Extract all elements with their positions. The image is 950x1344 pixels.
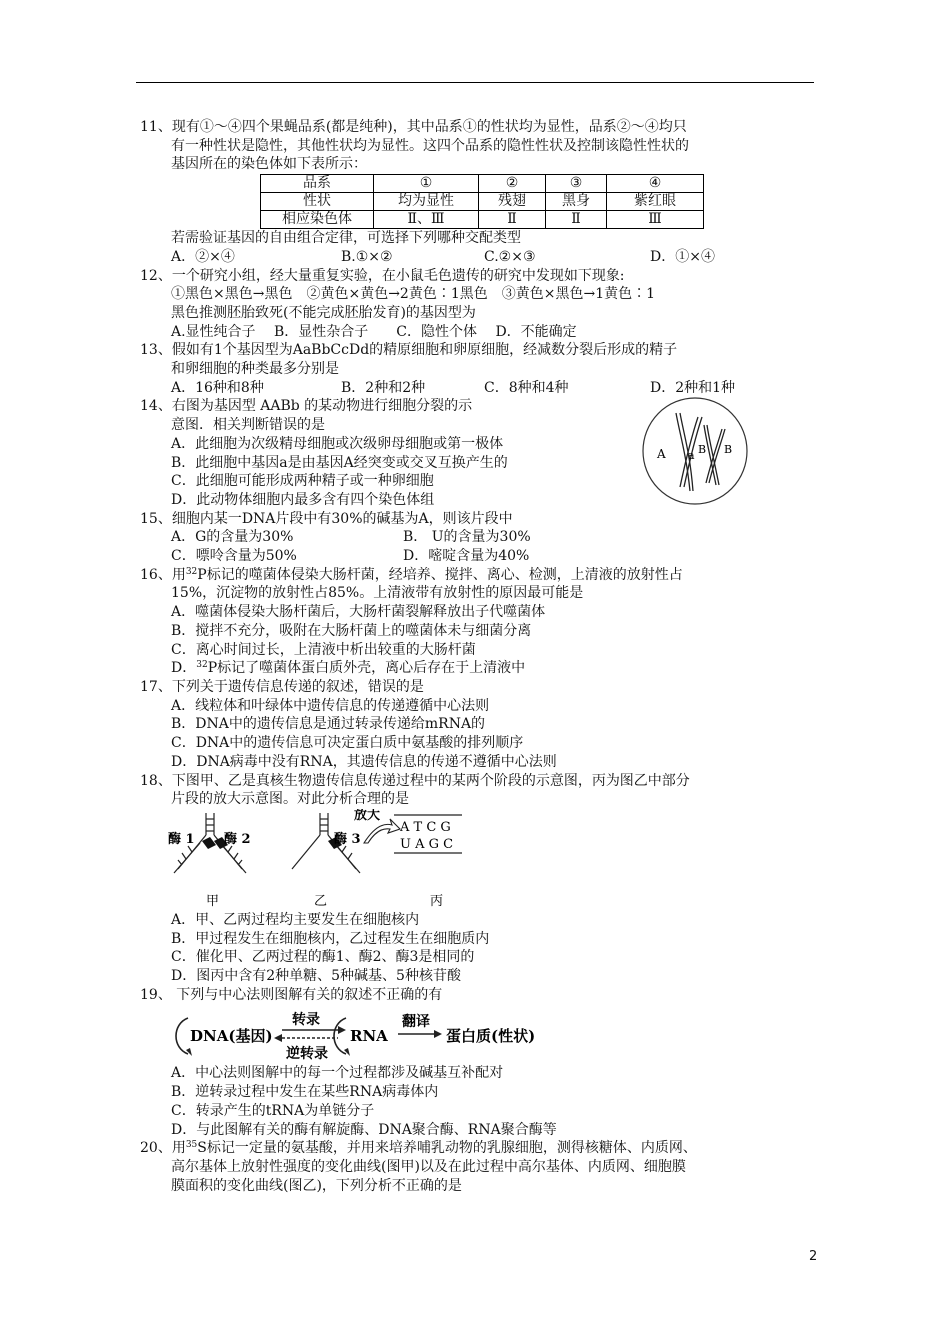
q18-option-a: A．甲、乙两过程均主要发生在细胞核内 (171, 911, 420, 928)
table-cell: 品系 (261, 175, 374, 193)
table-cell: 相应染色体 (261, 211, 374, 229)
q14-line1: 14、右图为基因型 AABb 的某动物进行细胞分裂的示 (140, 398, 473, 415)
q13-line2: 和卵细胞的种类最多分别是 (171, 361, 339, 378)
question-16 (140, 566, 820, 678)
q12-options: A.显性纯合子 B．显性杂合子 C．隐性个体 D．不能确定 (171, 323, 577, 340)
table-cell: Ⅱ (479, 211, 546, 229)
gene-label-A: A (657, 447, 666, 462)
strain-table (260, 174, 704, 229)
table-cell: ④ (607, 175, 704, 193)
table-cell: 均为显性 (374, 193, 479, 211)
question-content (140, 118, 820, 1195)
translation-label: 翻译 (402, 1014, 430, 1031)
q18-option-b: B．甲过程发生在细胞核内，乙过程发生在细胞质内 (171, 930, 490, 947)
q14-line2: 意图．相关判断错误的是 (171, 417, 325, 434)
q17-option-a: A．线粒体和叶绿体中遗传信息的传递遵循中心法则 (171, 697, 490, 714)
rna-bases: U A G C (400, 836, 454, 852)
option-a: A．②×④ (171, 248, 235, 265)
table-row (261, 175, 704, 193)
question-11 (140, 118, 820, 267)
q11-options (140, 248, 820, 267)
replication-transcription-diagram (168, 809, 498, 911)
q16-option-d (140, 659, 820, 678)
q19-option-c: C．转录产生的tRNA为单链分子 (171, 1102, 375, 1119)
table-cell: ③ (546, 175, 607, 193)
q18-line2: 片段的放大示意图。对此分析合理的是 (171, 791, 409, 808)
q17-option-b: B．DNA中的遗传信息是通过转录传递给mRNA的 (171, 716, 486, 733)
gene-label-B2: B (724, 443, 733, 457)
option-a: A．16种和8种 (171, 379, 264, 396)
label-yi: 乙 (314, 893, 328, 909)
question-19 (140, 986, 820, 1140)
rna-label: RNA (350, 1027, 388, 1046)
option-b: B.①×② (341, 248, 393, 265)
table-row (261, 193, 704, 211)
option-d-prefix: D． (171, 660, 197, 677)
question-13 (140, 341, 820, 397)
table-cell: Ⅱ (546, 211, 607, 229)
question-15 (140, 510, 820, 566)
q20-line1 (140, 1139, 820, 1158)
cell-division-diagram (640, 395, 750, 507)
q18-option-d: D．图丙中含有2种单糖、5种碱基、5种核苷酸 (171, 968, 461, 985)
q11-line4: 若需验证基因的自由组合定律，可选择下列哪种交配类型 (171, 230, 521, 247)
q12-line2: ①黑色×黑色→黑色 ②黄色×黄色→2黄色∶1黑色 ③黄色×黑色→1黄色∶1 (171, 286, 656, 303)
transcription-label: 转录 (292, 1012, 320, 1029)
option-d-text: P标记了噬菌体蛋白质外壳，离心后存在于上清液中 (207, 660, 526, 677)
q16-option-b: B．搅拌不充分，吸附在大肠杆菌上的噬菌体未与细菌分离 (171, 622, 532, 639)
q19-line1: 19、 下列与中心法则图解有关的叙述不正确的有 (140, 986, 443, 1003)
option-c: C．8种和4种 (484, 379, 569, 396)
question-18 (140, 772, 820, 986)
q16-stem: P标记的噬菌体侵染大肠杆菌，经培养、搅拌、离心、检测，上清液的放射性占 (197, 566, 683, 583)
q17-line1: 17、下列关于遗传信息传递的叙述，错误的是 (140, 678, 424, 695)
q14-option-a: A．此细胞为次级精母细胞或次级卵母细胞或第一极体 (171, 435, 504, 452)
table-cell: ① (374, 175, 479, 193)
dna-label: DNA(基因) (190, 1027, 273, 1046)
isotope-number: 32 (196, 660, 208, 671)
option-d: D．①×④ (650, 248, 715, 265)
q14-option-b: B．此细胞中基因a是由基因A经突变或交叉互换产生的 (171, 454, 508, 471)
page-number: 2 (809, 1249, 818, 1264)
question-14 (140, 397, 820, 509)
question-20 (140, 1139, 820, 1195)
enzyme-2-label: 酶 2 (224, 831, 251, 847)
table-row (261, 211, 704, 229)
q20-prefix: 20、用 (140, 1140, 186, 1157)
option-d: D．嘧啶含量为40% (403, 548, 530, 565)
label-bing: 丙 (430, 893, 444, 909)
q20-stem: S标记一定量的氨基酸，并用来培养哺乳动物的乳腺细胞，测得核糖体、内质网、 (197, 1140, 697, 1157)
table-cell: Ⅱ、Ⅲ (374, 211, 479, 229)
q15-line1: 15、细胞内某一DNA片段中有30%的碱基为A，则该片段中 (140, 510, 513, 527)
table-cell: ② (479, 175, 546, 193)
enzyme-3-label: 酶 3 (334, 831, 361, 847)
table-cell: Ⅲ (607, 211, 704, 229)
option-c: C．嘌呤含量为50% (171, 548, 297, 565)
q16-line2: 15%，沉淀物的放射性占85%。上清液带有放射性的原因最可能是 (171, 585, 584, 602)
zoom-label: 放大 (354, 808, 381, 823)
q12-line1: 12、一个研究小组，经大量重复实验，在小鼠毛色遗传的研究中发现如下现象: (140, 267, 625, 284)
q20-line2: 高尔基体上放射性强度的变化曲线(图甲)以及在此过程中高尔基体、内质网、细胞膜 (171, 1158, 686, 1175)
reverse-transcription-label: 逆转录 (286, 1046, 328, 1063)
isotope-number: 32 (185, 566, 198, 577)
q18-option-c: C．催化甲、乙两过程的酶1、酶2、酶3是相同的 (171, 949, 475, 966)
q16-option-a: A．噬菌体侵染大肠杆菌后，大肠杆菌裂解释放出子代噬菌体 (171, 604, 546, 621)
option-d: D．2种和1种 (650, 379, 736, 396)
option-b: B．2种和2种 (341, 379, 426, 396)
gene-label-a: a (688, 449, 695, 463)
q16-line1 (140, 566, 820, 585)
q14-option-d: D．此动物体细胞内最多含有四个染色体组 (171, 491, 435, 508)
question-12 (140, 267, 820, 342)
q19-option-a: A．中心法则图解中的每一个过程都涉及碱基互补配对 (171, 1065, 504, 1082)
table-cell: 黑身 (546, 193, 607, 211)
q19-option-d: D．与此图解有关的酶有解旋酶、DNA聚合酶、RNA聚合酶等 (171, 1121, 557, 1138)
option-c: C.②×③ (484, 248, 536, 265)
q15-options-ab (140, 528, 820, 547)
isotope-number: 35 (185, 1140, 198, 1151)
question-17 (140, 678, 820, 772)
q17-option-d: D．DNA病毒中没有RNA，其遗传信息的传递不遵循中心法则 (171, 753, 557, 770)
gene-label-B1: B (698, 443, 707, 457)
option-b: B． U的含量为30% (403, 529, 531, 546)
q16-prefix: 16、用 (140, 566, 186, 583)
q11-line2: 有一种性状是隐性，其他性状均为显性。这四个品系的隐性性状及控制该隐性性状的 (171, 137, 689, 154)
option-a: A．G的含量为30% (171, 529, 294, 546)
table-cell: 残翅 (479, 193, 546, 211)
q11-line1: 11、现有①～④四个果蝇品系(都是纯种)，其中品系①的性状均为显性，品系②～④均只 (140, 119, 687, 135)
protein-label: 蛋白质(性状) (446, 1027, 536, 1046)
q19-option-b: B．逆转录过程中发生在某些RNA病毒体内 (171, 1084, 439, 1101)
q13-line1: 13、假如有1个基因型为AaBbCcDd的精原细胞和卵原细胞，经减数分裂后形成的精子 (140, 342, 678, 359)
table-cell: 紫红眼 (607, 193, 704, 211)
q12-line3: 黑色推测胚胎致死(不能完成胚胎发育)的基因型为 (171, 304, 476, 321)
q17-option-c: C．DNA中的遗传信息可决定蛋白质中氨基酸的排列顺序 (171, 735, 524, 752)
q14-option-c: C．此细胞可能形成两种精子或一种卵细胞 (171, 473, 434, 490)
q15-options-cd (140, 547, 820, 566)
table-cell: 性状 (261, 193, 374, 211)
central-dogma-diagram (170, 1004, 550, 1064)
dna-bases: A T C G (400, 819, 451, 835)
q18-line1: 18、下图甲、乙是真核生物遗传信息传递过程中的某两个阶段的示意图，丙为图乙中部分 (140, 772, 690, 789)
label-jia: 甲 (206, 893, 220, 909)
q20-line3: 膜面积的变化曲线(图乙)，下列分析不正确的是 (171, 1177, 462, 1194)
enzyme-1-label: 酶 1 (168, 831, 195, 847)
q11-line3: 基因所在的染色体如下表所示： (171, 156, 367, 173)
header-rule (136, 82, 814, 83)
q16-option-c: C．离心时间过长，上清液中析出较重的大肠杆菌 (171, 641, 476, 658)
